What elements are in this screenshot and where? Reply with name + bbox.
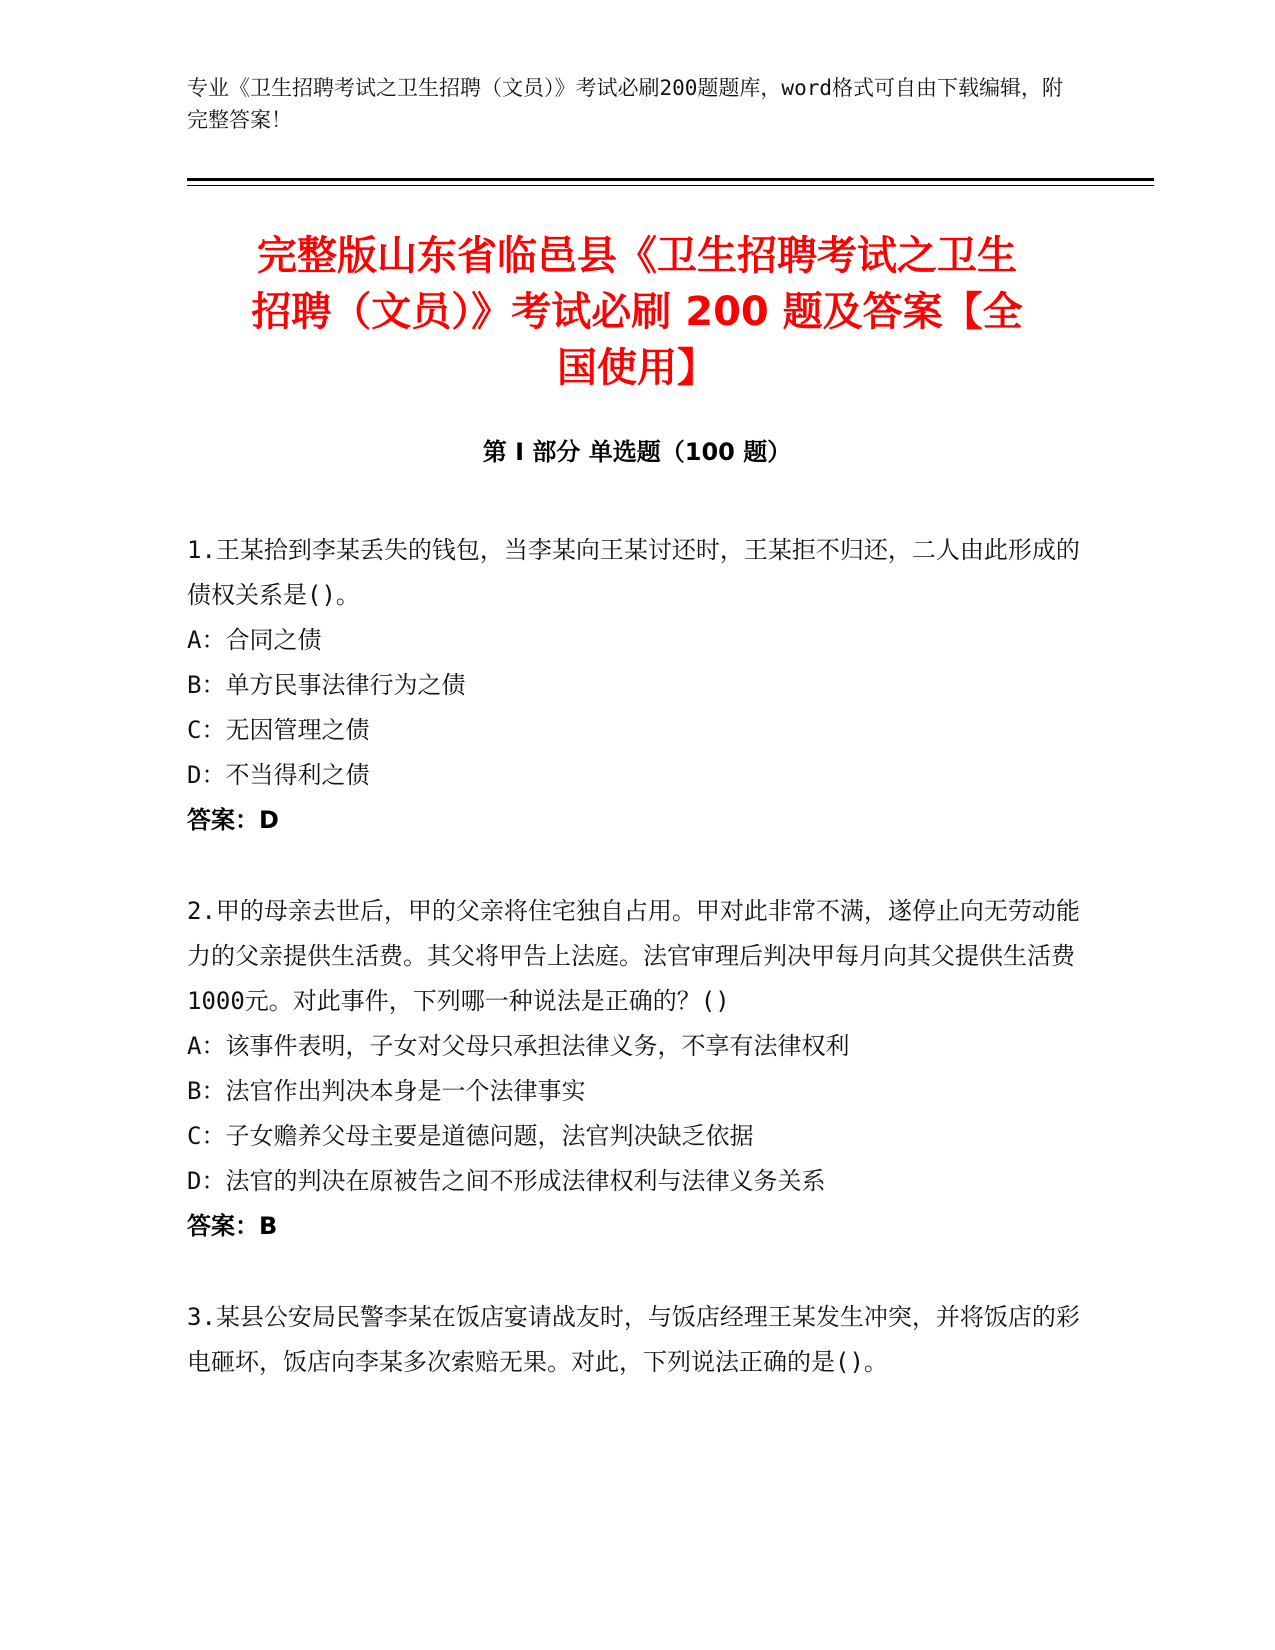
header-note: 专业《卫生招聘考试之卫生招聘（文员）》考试必刷200题题库，word格式可自由下载编辑，附完整答案！ <box>187 76 1063 132</box>
question-list <box>187 528 1087 1431</box>
option-a: A：合同之债 <box>187 626 322 654</box>
document-title <box>187 228 1087 396</box>
document-title-line-1: 完整版山东省临邑县《卫生招聘考试之卫生 <box>257 233 1017 279</box>
question-stem: 1.王某拾到李某丢失的钱包，当李某向王某讨还时，王某拒不归还，二人由此形成的债权关系是()。 <box>187 536 1080 609</box>
question-stem: 3.某县公安局民警李某在饭店宴请战友时，与饭店经理王某发生冲突，并将饭店的彩电砸坏，饭店向李某多次索赔无果。对此，下列说法正确的是()。 <box>187 1303 1080 1376</box>
option-d: D：法官的判决在原被告之间不形成法律权利与法律义务关系 <box>187 1167 826 1195</box>
question-3 <box>187 1295 1087 1385</box>
question-stem: 2.甲的母亲去世后，甲的父亲将住宅独自占用。甲对此非常不满，遂停止向无劳动能力的父亲提供生活费。其父将甲告上法庭。法官审理后判决甲每月向其父提供生活费1000元。对此事件，下列哪一种说法是正确的？() <box>187 897 1080 1015</box>
header-divider-thick <box>187 178 1154 181</box>
section-title: 第 I 部分 单选题（100 题） <box>482 438 792 466</box>
question-1 <box>187 528 1087 843</box>
question-2 <box>187 889 1087 1249</box>
option-c: C：子女赡养父母主要是道德问题，法官判决缺乏依据 <box>187 1122 754 1150</box>
document-title-line-3: 国使用】 <box>557 345 717 391</box>
document-title-line-2: 招聘（文员）》考试必刷 200 题及答案【全 <box>251 289 1023 335</box>
option-a: A：该事件表明，子女对父母只承担法律义务，不享有法律权利 <box>187 1032 850 1060</box>
header-divider-thin <box>187 185 1154 186</box>
answer-line: 答案：D <box>187 806 279 834</box>
option-c: C：无因管理之债 <box>187 716 370 744</box>
option-b: B：法官作出判决本身是一个法律事实 <box>187 1077 586 1105</box>
option-b: B：单方民事法律行为之债 <box>187 671 466 699</box>
answer-line: 答案：B <box>187 1212 278 1240</box>
option-d: D：不当得利之债 <box>187 761 370 789</box>
